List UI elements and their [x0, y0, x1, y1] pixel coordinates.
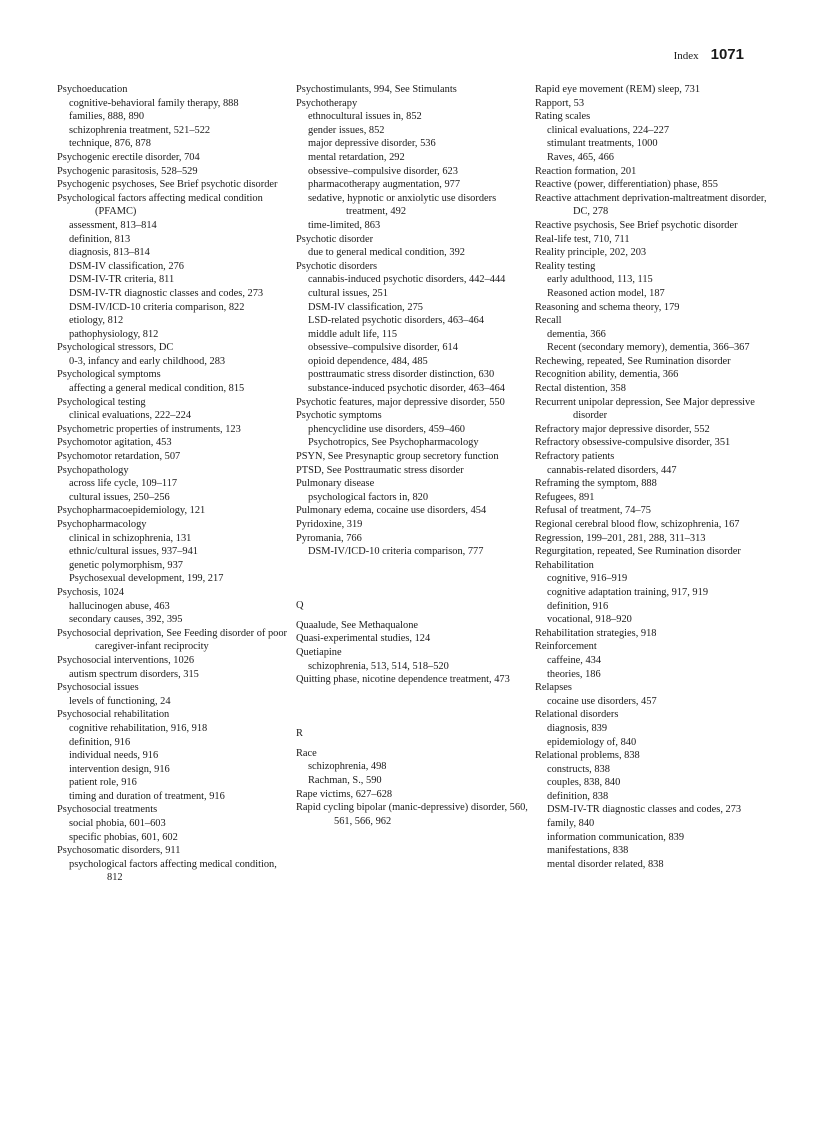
- index-entry: Regression, 199–201, 281, 288, 311–313: [535, 532, 706, 544]
- index-entry: Pyromania, 766: [296, 532, 362, 544]
- index-entry: Reaction formation, 201: [535, 165, 637, 177]
- index-subentry: 0-3, infancy and early childhood, 283: [69, 355, 226, 367]
- index-entry: Rating scales: [535, 111, 591, 123]
- index-subentry: cognitive, 916–919: [547, 573, 628, 585]
- index-entry: Pulmonary edema, cocaine use disorders, 454: [296, 505, 487, 517]
- index-entry: Relational disorders: [535, 709, 619, 721]
- index-entry: Race: [296, 747, 317, 759]
- index-subentry: psychological factors in, 820: [308, 491, 429, 503]
- index-column-2: [296, 83, 531, 828]
- index-entry: Recall: [535, 315, 562, 327]
- index-entry: Rapid eye movement (REM) sleep, 731: [535, 84, 701, 95]
- index-subentry: caffeine, 434: [547, 654, 602, 666]
- index-subentry: cocaine use disorders, 457: [547, 695, 657, 707]
- index-entry: Reinforcement: [535, 641, 597, 653]
- index-column-1: [57, 83, 292, 885]
- index-subentry: early adulthood, 113, 115: [547, 274, 653, 286]
- index-group-r: [296, 747, 531, 829]
- index-subentry: definition, 813: [69, 233, 131, 245]
- index-subentry: clinical evaluations, 222–224: [69, 410, 192, 422]
- index-entry: Psychotic features, major depressive disorder, 550: [296, 396, 505, 408]
- index-subentry: cultural issues, 250–256: [69, 491, 170, 503]
- index-subentry: schizophrenia, 498: [308, 761, 387, 773]
- index-subentry: DSM-IV/ICD-10 criteria comparison, 822: [69, 301, 245, 313]
- index-entry: Psychosocial treatments: [57, 804, 158, 816]
- index-subentry: across life cycle, 109–117: [69, 478, 178, 490]
- index-subentry: social phobia, 601–603: [69, 818, 166, 830]
- index-subentry: mental retardation, 292: [308, 151, 405, 163]
- index-entry: Psychosocial rehabilitation: [57, 709, 170, 721]
- index-entry: Psychogenic parasitosis, 528–529: [57, 165, 198, 177]
- index-subentry: substance-induced psychotic disorder, 463–464: [308, 383, 505, 395]
- index-entry: Relational problems, 838: [535, 750, 640, 762]
- index-subentry: Reasoned action model, 187: [547, 287, 665, 299]
- index-entry: Psychological factors affecting medical condition (PFAMC): [57, 192, 263, 218]
- index-subentry: LSD-related psychotic disorders, 463–464: [308, 315, 485, 327]
- index-subentry: assessment, 813–814: [69, 219, 157, 231]
- index-subentry: definition, 916: [69, 736, 131, 748]
- index-entry: Rechewing, repeated, See Rumination disorder: [535, 355, 731, 367]
- index-subentry: affecting a general medical condition, 815: [69, 383, 245, 395]
- index-entry: Psychomotor retardation, 507: [57, 451, 181, 463]
- index-entry: Reactive (power, differentiation) phase, 855: [535, 179, 718, 191]
- index-entry: Reality testing: [535, 260, 596, 272]
- index-subentry: Psychosexual development, 199, 217: [69, 573, 224, 585]
- index-subentry: Psychotropics, See Psychopharmacology: [308, 437, 479, 449]
- index-subentry: clinical evaluations, 224–227: [547, 124, 670, 136]
- index-entry: Psychoeducation: [57, 84, 128, 95]
- index-subentry: technique, 876, 878: [69, 138, 151, 150]
- index-subentry: epidemiology of, 840: [547, 736, 637, 748]
- index-entry: Pyridoxine, 319: [296, 519, 363, 530]
- index-subentry: Recent (secondary memory), dementia, 366–367: [547, 342, 750, 354]
- index-entry: Psychotic symptoms: [296, 410, 382, 422]
- index-subentry: diagnosis, 839: [547, 722, 608, 734]
- index-entry: Psychopharmacology: [57, 519, 147, 530]
- index-entry: Refractory major depressive disorder, 552: [535, 423, 710, 435]
- index-entry: PTSD, See Posttraumatic stress disorder: [296, 464, 464, 476]
- page-number: 1071: [710, 46, 744, 63]
- index-entry: Rehabilitation strategies, 918: [535, 627, 657, 639]
- index-subentry: phencyclidine use disorders, 459–460: [308, 423, 465, 435]
- index-subentry: pharmacotherapy augmentation, 977: [308, 179, 461, 191]
- index-entry: Rapid cycling bipolar (manic-depressive) disorder, 560, 561, 566, 962: [296, 802, 528, 827]
- index-entry: Recurrent unipolar depression, See Major depressive disorder: [535, 396, 755, 422]
- index-entry: Reality principle, 202, 203: [535, 247, 647, 259]
- index-entry: Psychosocial deprivation, See Feeding disorder of poor caregiver-infant reciprocity: [57, 627, 287, 653]
- index-entry: Psychosocial issues: [57, 682, 139, 694]
- index-entry: Rectal distention, 358: [535, 383, 626, 395]
- index-entry: Rape victims, 627–628: [296, 788, 393, 800]
- index-entry: Psychopharmacoepidemiology, 121: [57, 505, 206, 517]
- index-group-p: [296, 83, 531, 559]
- index-entry: Refugees, 891: [535, 491, 595, 503]
- index-subentry: diagnosis, 813–814: [69, 247, 150, 259]
- index-subentry: time-limited, 863: [308, 219, 381, 231]
- index-subentry: schizophrenia, 513, 514, 518–520: [308, 660, 449, 672]
- index-subentry: major depressive disorder, 536: [308, 138, 436, 150]
- index-subentry: DSM-IV-TR diagnostic classes and codes, 273: [547, 804, 742, 816]
- index-subentry: DSM-IV-TR diagnostic classes and codes, 273: [69, 287, 264, 299]
- index-subentry: information communication, 839: [547, 831, 685, 843]
- index-entry: Quitting phase, nicotine dependence treatment, 473: [296, 674, 510, 686]
- index-subentry: manifestations, 838: [547, 845, 629, 857]
- index-entry: Psychogenic erectile disorder, 704: [57, 151, 200, 163]
- index-entry: Psychological symptoms: [57, 369, 161, 381]
- index-subentry: schizophrenia treatment, 521–522: [69, 124, 211, 136]
- running-head: Index: [673, 50, 699, 62]
- index-entry: Pulmonary disease: [296, 478, 375, 490]
- index-subentry: cannabis-induced psychotic disorders, 442–444: [308, 274, 506, 286]
- index-entry: Psychosomatic disorders, 911: [57, 845, 181, 857]
- index-subentry: obsessive–compulsive disorder, 623: [308, 165, 458, 177]
- index-subentry: stimulant treatments, 1000: [547, 138, 658, 150]
- index-entry: Psychometric properties of instruments, 123: [57, 423, 241, 435]
- index-entry: Psychomotor agitation, 453: [57, 437, 172, 449]
- index-entry: Psychogenic psychoses, See Brief psychotic disorder: [57, 179, 278, 191]
- index-subentry: due to general medical condition, 392: [308, 247, 465, 259]
- index-subentry: Raves, 465, 466: [547, 151, 614, 163]
- index-subentry: cultural issues, 251: [308, 287, 388, 299]
- index-subentry: constructs, 838: [547, 763, 610, 775]
- index-subentry: families, 888, 890: [69, 111, 145, 123]
- index-entry: Real-life test, 710, 711: [535, 233, 630, 245]
- section-letter-q: Q: [296, 599, 304, 611]
- index-entry: Refractory patients: [535, 451, 615, 463]
- index-subentry: DSM-IV/ICD-10 criteria comparison, 777: [308, 546, 484, 558]
- index-entry: Recognition ability, dementia, 366: [535, 369, 679, 381]
- index-subentry: definition, 838: [547, 790, 609, 802]
- index-subentry: ethnocultural issues in, 852: [308, 111, 422, 123]
- index-subentry: theories, 186: [547, 668, 601, 680]
- index-subentry: DSM-IV classification, 276: [69, 260, 184, 272]
- index-column-3: [535, 83, 770, 871]
- index-entry: Psychological stressors, DC: [57, 342, 174, 354]
- index-entry: Regurgitation, repeated, See Rumination disorder: [535, 546, 741, 558]
- index-entry: Refractory obsessive-compulsive disorder, 351: [535, 437, 731, 449]
- index-subentry: posttraumatic stress disorder distinction, 630: [308, 369, 495, 381]
- index-entry: Psychostimulants, 994, See Stimulants: [296, 84, 457, 95]
- index-subentry: individual needs, 916: [69, 750, 159, 762]
- index-entry: Quasi-experimental studies, 124: [296, 633, 431, 645]
- index-subentry: genetic polymorphism, 937: [69, 559, 183, 571]
- index-subentry: cognitive adaptation training, 917, 919: [547, 586, 709, 598]
- index-entry: PSYN, See Presynaptic group secretory function: [296, 451, 499, 463]
- index-subentry: etiology, 812: [69, 315, 124, 327]
- index-subentry: hallucinogen abuse, 463: [69, 600, 170, 612]
- index-entry: Rapport, 53: [535, 97, 585, 109]
- index-subentry: opioid dependence, 484, 485: [308, 355, 428, 367]
- index-entry: Refusal of treatment, 74–75: [535, 505, 651, 517]
- index-subentry: dementia, 366: [547, 328, 606, 340]
- index-subentry: cognitive rehabilitation, 916, 918: [69, 722, 208, 734]
- index-entry: Quetiapine: [296, 646, 342, 658]
- index-entry: Reframing the symptom, 888: [535, 478, 657, 490]
- index-subentry: definition, 916: [547, 600, 609, 612]
- index-entry: Psychotic disorder: [296, 233, 374, 245]
- index-subentry: couples, 838, 840: [547, 777, 621, 789]
- index-subentry: secondary causes, 392, 395: [69, 614, 183, 626]
- index-entry: Psychopathology: [57, 464, 129, 476]
- index-subentry: autism spectrum disorders, 315: [69, 668, 199, 680]
- index-entry: Rehabilitation: [535, 559, 594, 571]
- page-header: [674, 46, 744, 63]
- index-entry: Relapses: [535, 682, 572, 694]
- index-subentry: Rachman, S., 590: [308, 774, 382, 786]
- index-subentry: family, 840: [547, 818, 595, 830]
- index-entry: Quaalude, See Methaqualone: [296, 619, 419, 631]
- index-entry: Psychotherapy: [296, 97, 358, 109]
- index-entry: Psychosis, 1024: [57, 586, 124, 598]
- index-subentry: obsessive–compulsive disorder, 614: [308, 342, 458, 354]
- index-entry: Psychotic disorders: [296, 260, 378, 272]
- index-subentry: clinical in schizophrenia, 131: [69, 532, 192, 544]
- index-subentry: cannabis-related disorders, 447: [547, 464, 677, 476]
- index-subentry: ethnic/cultural issues, 937–941: [69, 546, 198, 558]
- section-letter-r: R: [296, 727, 303, 739]
- index-entry: Psychosocial interventions, 1026: [57, 654, 195, 666]
- index-subentry: specific phobias, 601, 602: [69, 831, 178, 843]
- index-subentry: timing and duration of treatment, 916: [69, 790, 225, 802]
- index-subentry: patient role, 916: [69, 777, 137, 789]
- index-subentry: pathophysiology, 812: [69, 328, 159, 340]
- index-entry: Reactive attachment deprivation-maltreatment disorder, DC, 278: [535, 192, 767, 218]
- index-subentry: DSM-IV-TR criteria, 811: [69, 274, 175, 286]
- index-subentry: psychological factors affecting medical condition, 812: [69, 858, 277, 884]
- index-entry: Reactive psychosis, See Brief psychotic disorder: [535, 219, 738, 231]
- index-subentry: middle adult life, 115: [308, 328, 398, 340]
- index-entry: Psychological testing: [57, 396, 146, 408]
- index-subentry: intervention design, 916: [69, 763, 170, 775]
- index-group-q: [296, 619, 531, 687]
- index-subentry: sedative, hypnotic or anxiolytic use disorders treatment, 492: [308, 192, 497, 218]
- index-entry: Regional cerebral blood flow, schizophrenia, 167: [535, 519, 740, 530]
- index-subentry: vocational, 918–920: [547, 614, 632, 626]
- index-entry: Reasoning and schema theory, 179: [535, 301, 680, 313]
- index-subentry: mental disorder related, 838: [547, 858, 664, 870]
- index-subentry: gender issues, 852: [308, 124, 385, 136]
- index-subentry: cognitive-behavioral family therapy, 888: [69, 97, 239, 109]
- index-subentry: levels of functioning, 24: [69, 695, 171, 707]
- index-subentry: DSM-IV classification, 275: [308, 301, 423, 313]
